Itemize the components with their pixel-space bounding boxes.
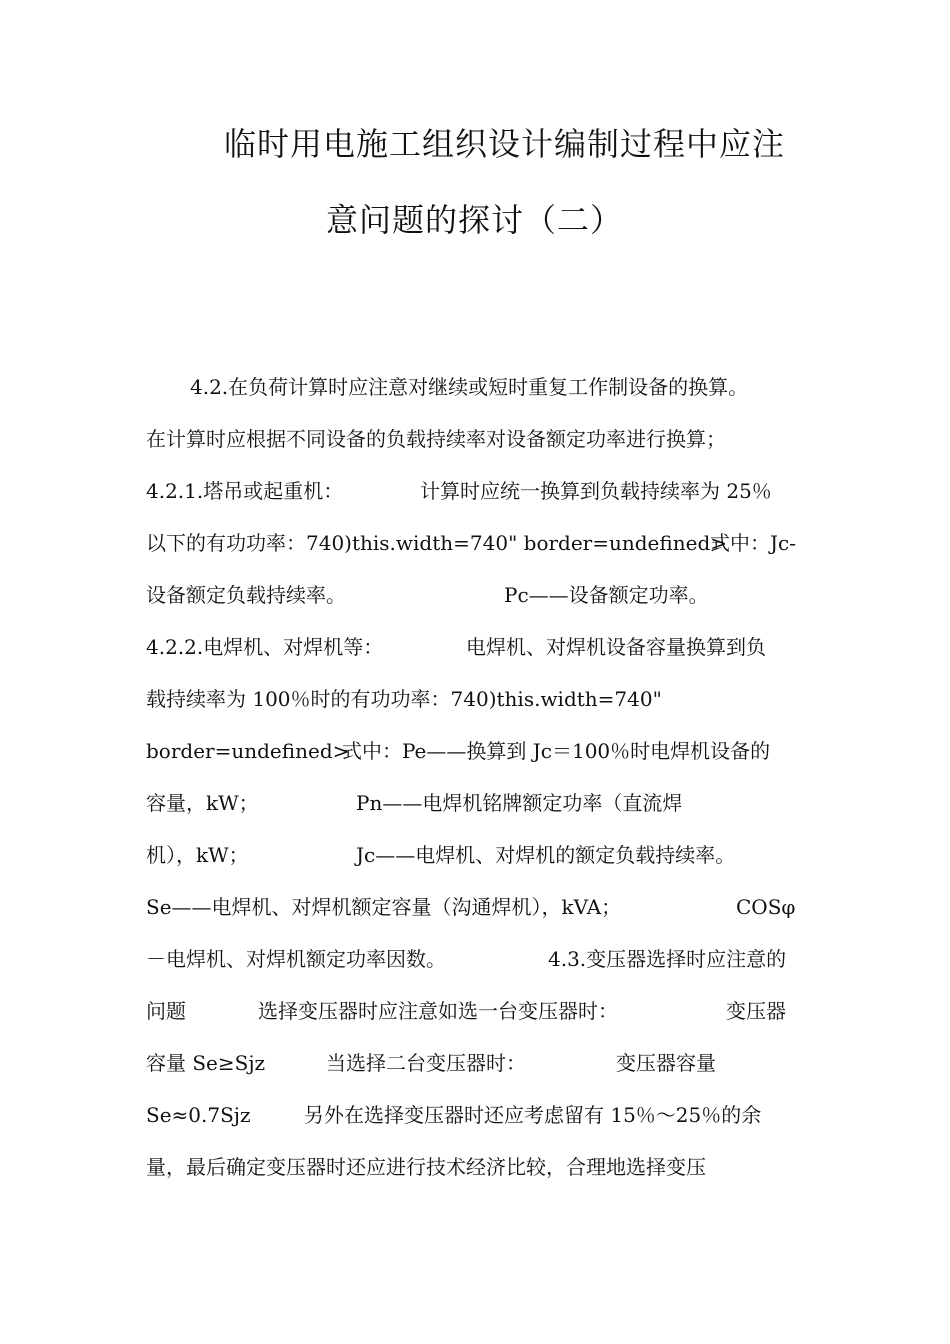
text-segment: Pc——设备额定功率。 <box>504 583 709 607</box>
text-line <box>146 946 806 972</box>
text-line <box>146 374 806 400</box>
text-line <box>146 842 806 868</box>
text-line <box>146 738 806 764</box>
text-line <box>146 1154 806 1180</box>
text-line <box>146 1050 806 1076</box>
text-segment: COSφ <box>736 895 796 919</box>
text-segment: 选择变压器时应注意如选一台变压器时： <box>258 999 618 1023</box>
text-segment: 问题 <box>146 999 186 1023</box>
text-line <box>146 634 806 660</box>
text-line <box>146 790 806 816</box>
text-segment: 计算时应统一换算到负载持续率为 25％ <box>420 479 772 503</box>
text-segment: 机），kW； <box>146 843 249 867</box>
text-segment: 变压器 <box>726 999 786 1023</box>
text-segment: 以下的有功功率：740)this.width=740" border=undefined> <box>146 531 728 555</box>
text-segment: 容量，kW； <box>146 791 259 815</box>
text-segment: 另外在选择变压器时还应考虑留有 15％～25％的余 <box>304 1103 762 1127</box>
text-line <box>146 582 806 608</box>
text-segment: 电焊机、对焊机设备容量换算到负 <box>466 635 766 659</box>
text-line <box>146 1102 806 1128</box>
text-segment: 式中：Pe——换算到 Jc＝100％时电焊机设备的 <box>342 739 771 763</box>
text-segment: 4.2.2.电焊机、对焊机等： <box>146 635 384 659</box>
text-line <box>146 426 806 452</box>
text-line <box>146 686 806 712</box>
text-segment: 式中：Jc- <box>710 531 796 555</box>
text-segment: 载持续率为 100％时的有功功率：740)this.width=740" <box>146 687 662 711</box>
text-segment: 4.2.在负荷计算时应注意对继续或短时重复工作制设备的换算。 <box>190 375 749 399</box>
text-segment: 在计算时应根据不同设备的负载持续率对设备额定功率进行换算； <box>146 427 726 451</box>
title-line-2: 意问题的探讨（二） <box>326 201 624 239</box>
text-line <box>146 478 806 504</box>
text-segment: 当选择二台变压器时： <box>326 1051 526 1075</box>
text-segment: Jc——电焊机、对焊机的额定负载持续率。 <box>356 843 736 867</box>
text-segment: －电焊机、对焊机额定功率因数。 <box>146 947 446 971</box>
text-line <box>146 894 806 920</box>
text-segment: Pn——电焊机铭牌额定功率（直流焊 <box>356 791 683 815</box>
text-segment: 量，最后确定变压器时还应进行技术经济比较，合理地选择变压 <box>146 1155 706 1179</box>
text-segment: border=undefined> <box>146 739 350 763</box>
text-segment: 容量 Se≥Sjz <box>146 1051 266 1075</box>
text-line <box>146 530 806 556</box>
text-segment: Se≈0.7Sjz <box>146 1103 251 1127</box>
text-segment: 4.2.1.塔吊或起重机： <box>146 479 344 503</box>
text-segment: 变压器容量 <box>616 1051 716 1075</box>
text-line <box>146 998 806 1024</box>
title-line-1: 临时用电施工组织设计编制过程中应注 <box>224 125 786 163</box>
text-segment: Se——电焊机、对焊机额定容量（沟通焊机），kVA； <box>146 895 622 919</box>
text-segment: 4.3.变压器选择时应注意的 <box>548 947 787 971</box>
text-segment: 设备额定负载持续率。 <box>146 583 346 607</box>
